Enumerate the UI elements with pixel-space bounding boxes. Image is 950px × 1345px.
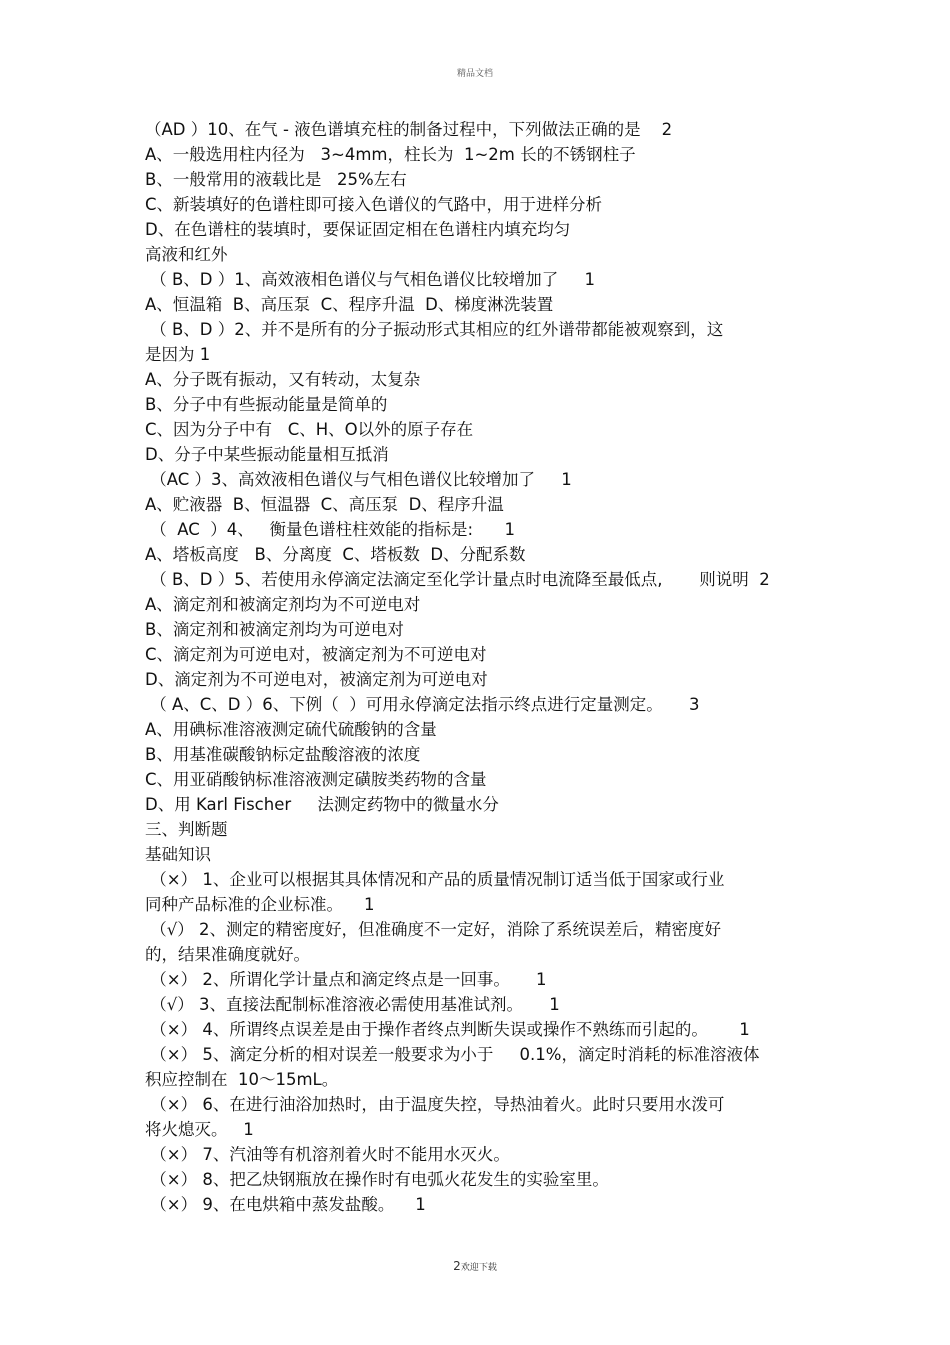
text-line: 高液和红外 <box>145 245 228 264</box>
text-line: B、用基准碳酸钠标定盐酸溶液的浓度 <box>145 745 421 764</box>
text-line: （ B、D ）2、并不是所有的分子振动形式其相应的红外谱带都能被观察到，这 <box>145 320 724 339</box>
text-line: （ B、D ）5、若使用永停滴定法滴定至化学计量点时电流降至最低点, 则说明 2 <box>145 570 770 589</box>
text-line: D、在色谱柱的装填时，要保证固定相在色谱柱内填充均匀 <box>145 220 571 239</box>
document-body <box>145 117 825 1217</box>
footer-text: 欢迎下载 <box>460 1263 497 1273</box>
text-line: A、一般选用柱内径为 3~4mm，柱长为 1~2m 长的不锈钢柱子 <box>145 145 636 164</box>
text-line: 同种产品标准的企业标准。 1 <box>145 895 375 914</box>
text-line: C、因为分子中有 C、H、O以外的原子存在 <box>145 420 474 439</box>
text-line: （ B、D ）1、高效液相色谱仪与气相色谱仪比较增加了 1 <box>145 270 595 289</box>
text-line: 三、判断题 <box>145 820 228 839</box>
text-line: （×） 4、所谓终点误差是由于操作者终点判断失误或操作不熟练而引起的。 1 <box>145 1020 750 1039</box>
text-line: C、用亚硝酸钠标准溶液测定磺胺类药物的含量 <box>145 770 487 789</box>
text-line: （×） 6、在进行油浴加热时，由于温度失控，导热油着火。此时只要用水泼可 <box>145 1095 725 1114</box>
text-line: 积应控制在 10～15mL。 <box>145 1070 339 1089</box>
text-line: A、贮液器 B、恒温器 C、高压泵 D、程序升温 <box>145 495 504 514</box>
text-line: A、塔板高度 B、分离度 C、塔板数 D、分配系数 <box>145 545 526 564</box>
text-line: （AC ）3、高效液相色谱仪与气相色谱仪比较增加了 1 <box>145 470 572 489</box>
text-line: A、恒温箱 B、高压泵 C、程序升温 D、梯度淋洗装置 <box>145 295 554 314</box>
text-line: B、分子中有些振动能量是简单的 <box>145 395 388 414</box>
page-header: 精品文档 <box>456 69 493 79</box>
text-line: （√） 3、直接法配制标准溶液必需使用基准试剂。 1 <box>145 995 560 1014</box>
text-line: 是因为 1 <box>145 345 211 364</box>
text-line: D、用 Karl Fischer 法测定药物中的微量水分 <box>145 795 499 814</box>
text-line: A、分子既有振动，又有转动，太复杂 <box>145 370 421 389</box>
text-line: （×） 1、企业可以根据其具体情况和产品的质量情况制订适当低于国家或行业 <box>145 870 725 889</box>
text-line: （×） 9、在电烘箱中蒸发盐酸。 1 <box>145 1195 426 1214</box>
text-line: B、滴定剂和被滴定剂均为可逆电对 <box>145 620 404 639</box>
text-line: C、新装填好的色谱柱即可接入色谱仪的气路中，用于进样分析 <box>145 195 603 214</box>
text-line: A、用碘标准溶液测定硫代硫酸钠的含量 <box>145 720 437 739</box>
text-line: A、滴定剂和被滴定剂均为不可逆电对 <box>145 595 421 614</box>
text-line: 将火熄灭。 1 <box>145 1120 254 1139</box>
text-line: （ A、C、D ）6、下例（ ）可用永停滴定法指示终点进行定量测定。 3 <box>145 695 700 714</box>
page-footer <box>0 1259 950 1273</box>
text-line: （√） 2、测定的精密度好，但准确度不一定好，消除了系统误差后，精密度好 <box>145 920 722 939</box>
text-line: 基础知识 <box>145 845 211 864</box>
page-number: 2 <box>453 1259 461 1273</box>
text-line: （AD ）10、在气 - 液色谱填充柱的制备过程中，下列做法正确的是 2 <box>145 120 673 139</box>
text-line: 的，结果准确度就好。 <box>145 945 310 964</box>
text-line: （×） 8、把乙炔钢瓶放在操作时有电弧火花发生的实验室里。 <box>145 1170 609 1189</box>
text-line: C、滴定剂为可逆电对，被滴定剂为不可逆电对 <box>145 645 487 664</box>
text-line: D、分子中某些振动能量相互抵消 <box>145 445 389 464</box>
text-line: （×） 7、汽油等有机溶剂着火时不能用水灭火。 <box>145 1145 510 1164</box>
text-line: D、滴定剂为不可逆电对，被滴定剂为可逆电对 <box>145 670 488 689</box>
text-line: （ AC ）4、 衡量色谱柱柱效能的指标是: 1 <box>145 520 516 539</box>
text-line: （×） 2、所谓化学计量点和滴定终点是一回事。 1 <box>145 970 547 989</box>
text-line: （×） 5、滴定分析的相对误差一般要求为小于 0.1%，滴定时消耗的标准溶液体 <box>145 1045 760 1064</box>
text-line: B、一般常用的液载比是 25%左右 <box>145 170 407 189</box>
